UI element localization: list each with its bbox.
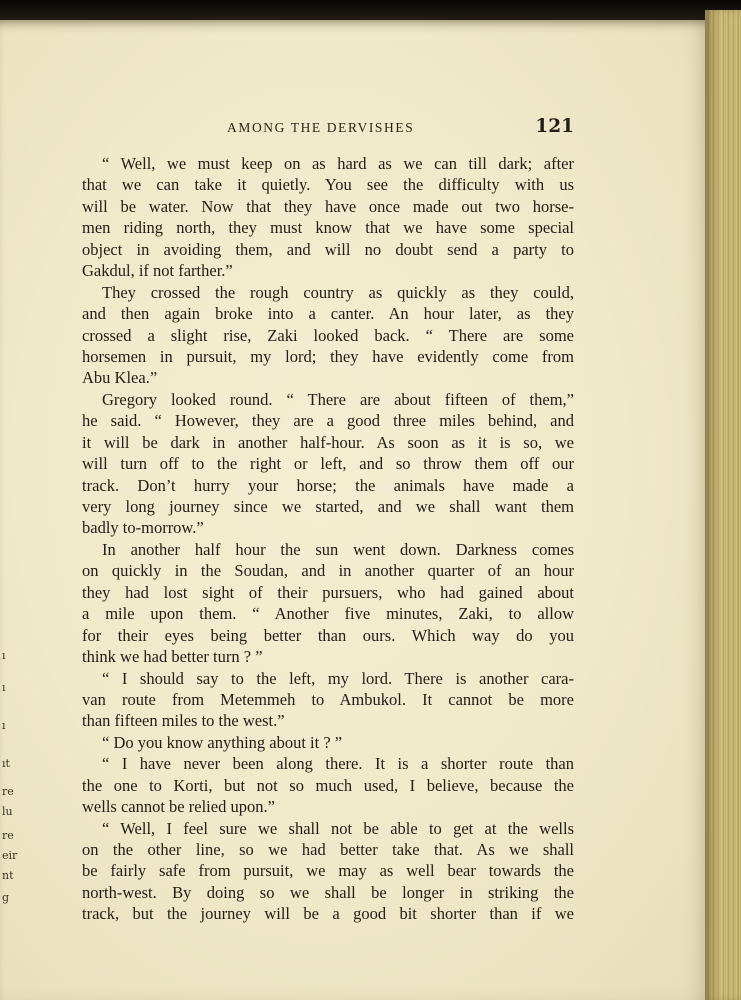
margin-fragment: lu <box>2 805 13 818</box>
page-header <box>200 116 580 140</box>
text-line: be fairly safe from pursuit, we may as well bear towards the <box>82 861 574 881</box>
margin-fragment: re <box>2 785 14 798</box>
page-stack-shade <box>713 10 723 1000</box>
text-line: Abu Klea.” <box>82 368 158 388</box>
text-line: think we had better turn ? ” <box>82 647 263 667</box>
text-line: “ Well, we must keep on as hard as we can till dark; after <box>102 154 574 173</box>
text-line: for their eyes being better than ours. Which way do you <box>82 625 574 645</box>
text-line: “ Do you know anything about it ? ” <box>102 732 343 752</box>
text-line: that we can take it quietly. You see the difficulty with us <box>82 175 574 195</box>
text-line: “ I have never been along there. It is a shorter route than <box>102 754 574 774</box>
margin-fragment: ı <box>2 719 6 732</box>
text-line: they had lost sight of their pursuers, who had gained about <box>82 582 574 602</box>
page-number: 121 <box>535 116 574 137</box>
text-line: will be water. Now that they have once made out two horse- <box>82 196 574 216</box>
text-line: crossed a slight rise, Zaki looked back. “ There are some <box>82 325 574 345</box>
text-line: than fifteen miles to the west.” <box>82 711 285 731</box>
text-line: Gakdul, if not farther.” <box>82 261 233 281</box>
text-line: a mile upon them. “ Another five minutes, Zaki, to allow <box>82 604 574 624</box>
text-line: will turn off to the right or left, and so throw them off our <box>82 454 574 474</box>
running-head: AMONG THE DERVISHES <box>227 120 415 135</box>
text-line: men riding north, they must know that we have some special <box>82 218 574 238</box>
margin-fragment: re <box>2 829 14 842</box>
text-line: very long journey since we started, and we shall want them <box>82 497 574 516</box>
text-line: it will be dark in another half-hour. As soon as it is so, we <box>82 432 574 452</box>
text-line: the one to Korti, but not so much used, I believe, because the <box>82 775 574 795</box>
text-line: “ Well, I feel sure we shall not be able to get at the wells <box>102 818 574 838</box>
text-line: he said. “ However, they are a good three miles behind, and <box>82 411 574 431</box>
text-line: track, but the journey will be a good bit shorter than if we <box>82 904 574 924</box>
text-line: on quickly in the Soudan, and in another quarter of an hour <box>82 561 574 581</box>
text-line: “ I should say to the left, my lord. There is another cara- <box>102 668 574 688</box>
text-line: In another half hour the sun went down. Darkness comes <box>102 539 574 559</box>
margin-fragment: ı <box>2 681 6 694</box>
text-line: on the other line, so we had better take that. As we shall <box>82 840 574 859</box>
text-line: van route from Metemmeh to Ambukol. It cannot be more <box>82 689 574 709</box>
margin-fragment: eir <box>2 849 18 862</box>
text-line: north-west. By doing so we shall be longer in striking the <box>82 882 574 902</box>
text-line: and then again broke into a canter. An hour later, as they <box>82 304 574 324</box>
margin-fragment: g <box>2 891 10 904</box>
previous-page-fragments <box>0 640 18 904</box>
margin-fragment: nt <box>2 869 14 882</box>
text-line: badly to-morrow.” <box>82 518 204 538</box>
text-line: Gregory looked round. “ There are about fifteen of them,” <box>102 389 574 409</box>
text-line: horsemen in pursuit, my lord; they have evidently come from <box>82 346 574 366</box>
body-text <box>82 153 574 925</box>
text-line: They crossed the rough country as quickly as they could, <box>102 282 574 302</box>
text-line: track. Don’t hurry your horse; the animals have made a <box>82 475 574 495</box>
text-line: wells cannot be relied upon.” <box>82 797 275 817</box>
margin-fragment: ıt <box>2 757 10 770</box>
text-line: object in avoiding them, and will no doubt send a party to <box>82 239 574 259</box>
page-stack-edges <box>705 10 741 1000</box>
margin-fragment: ı <box>2 649 6 662</box>
